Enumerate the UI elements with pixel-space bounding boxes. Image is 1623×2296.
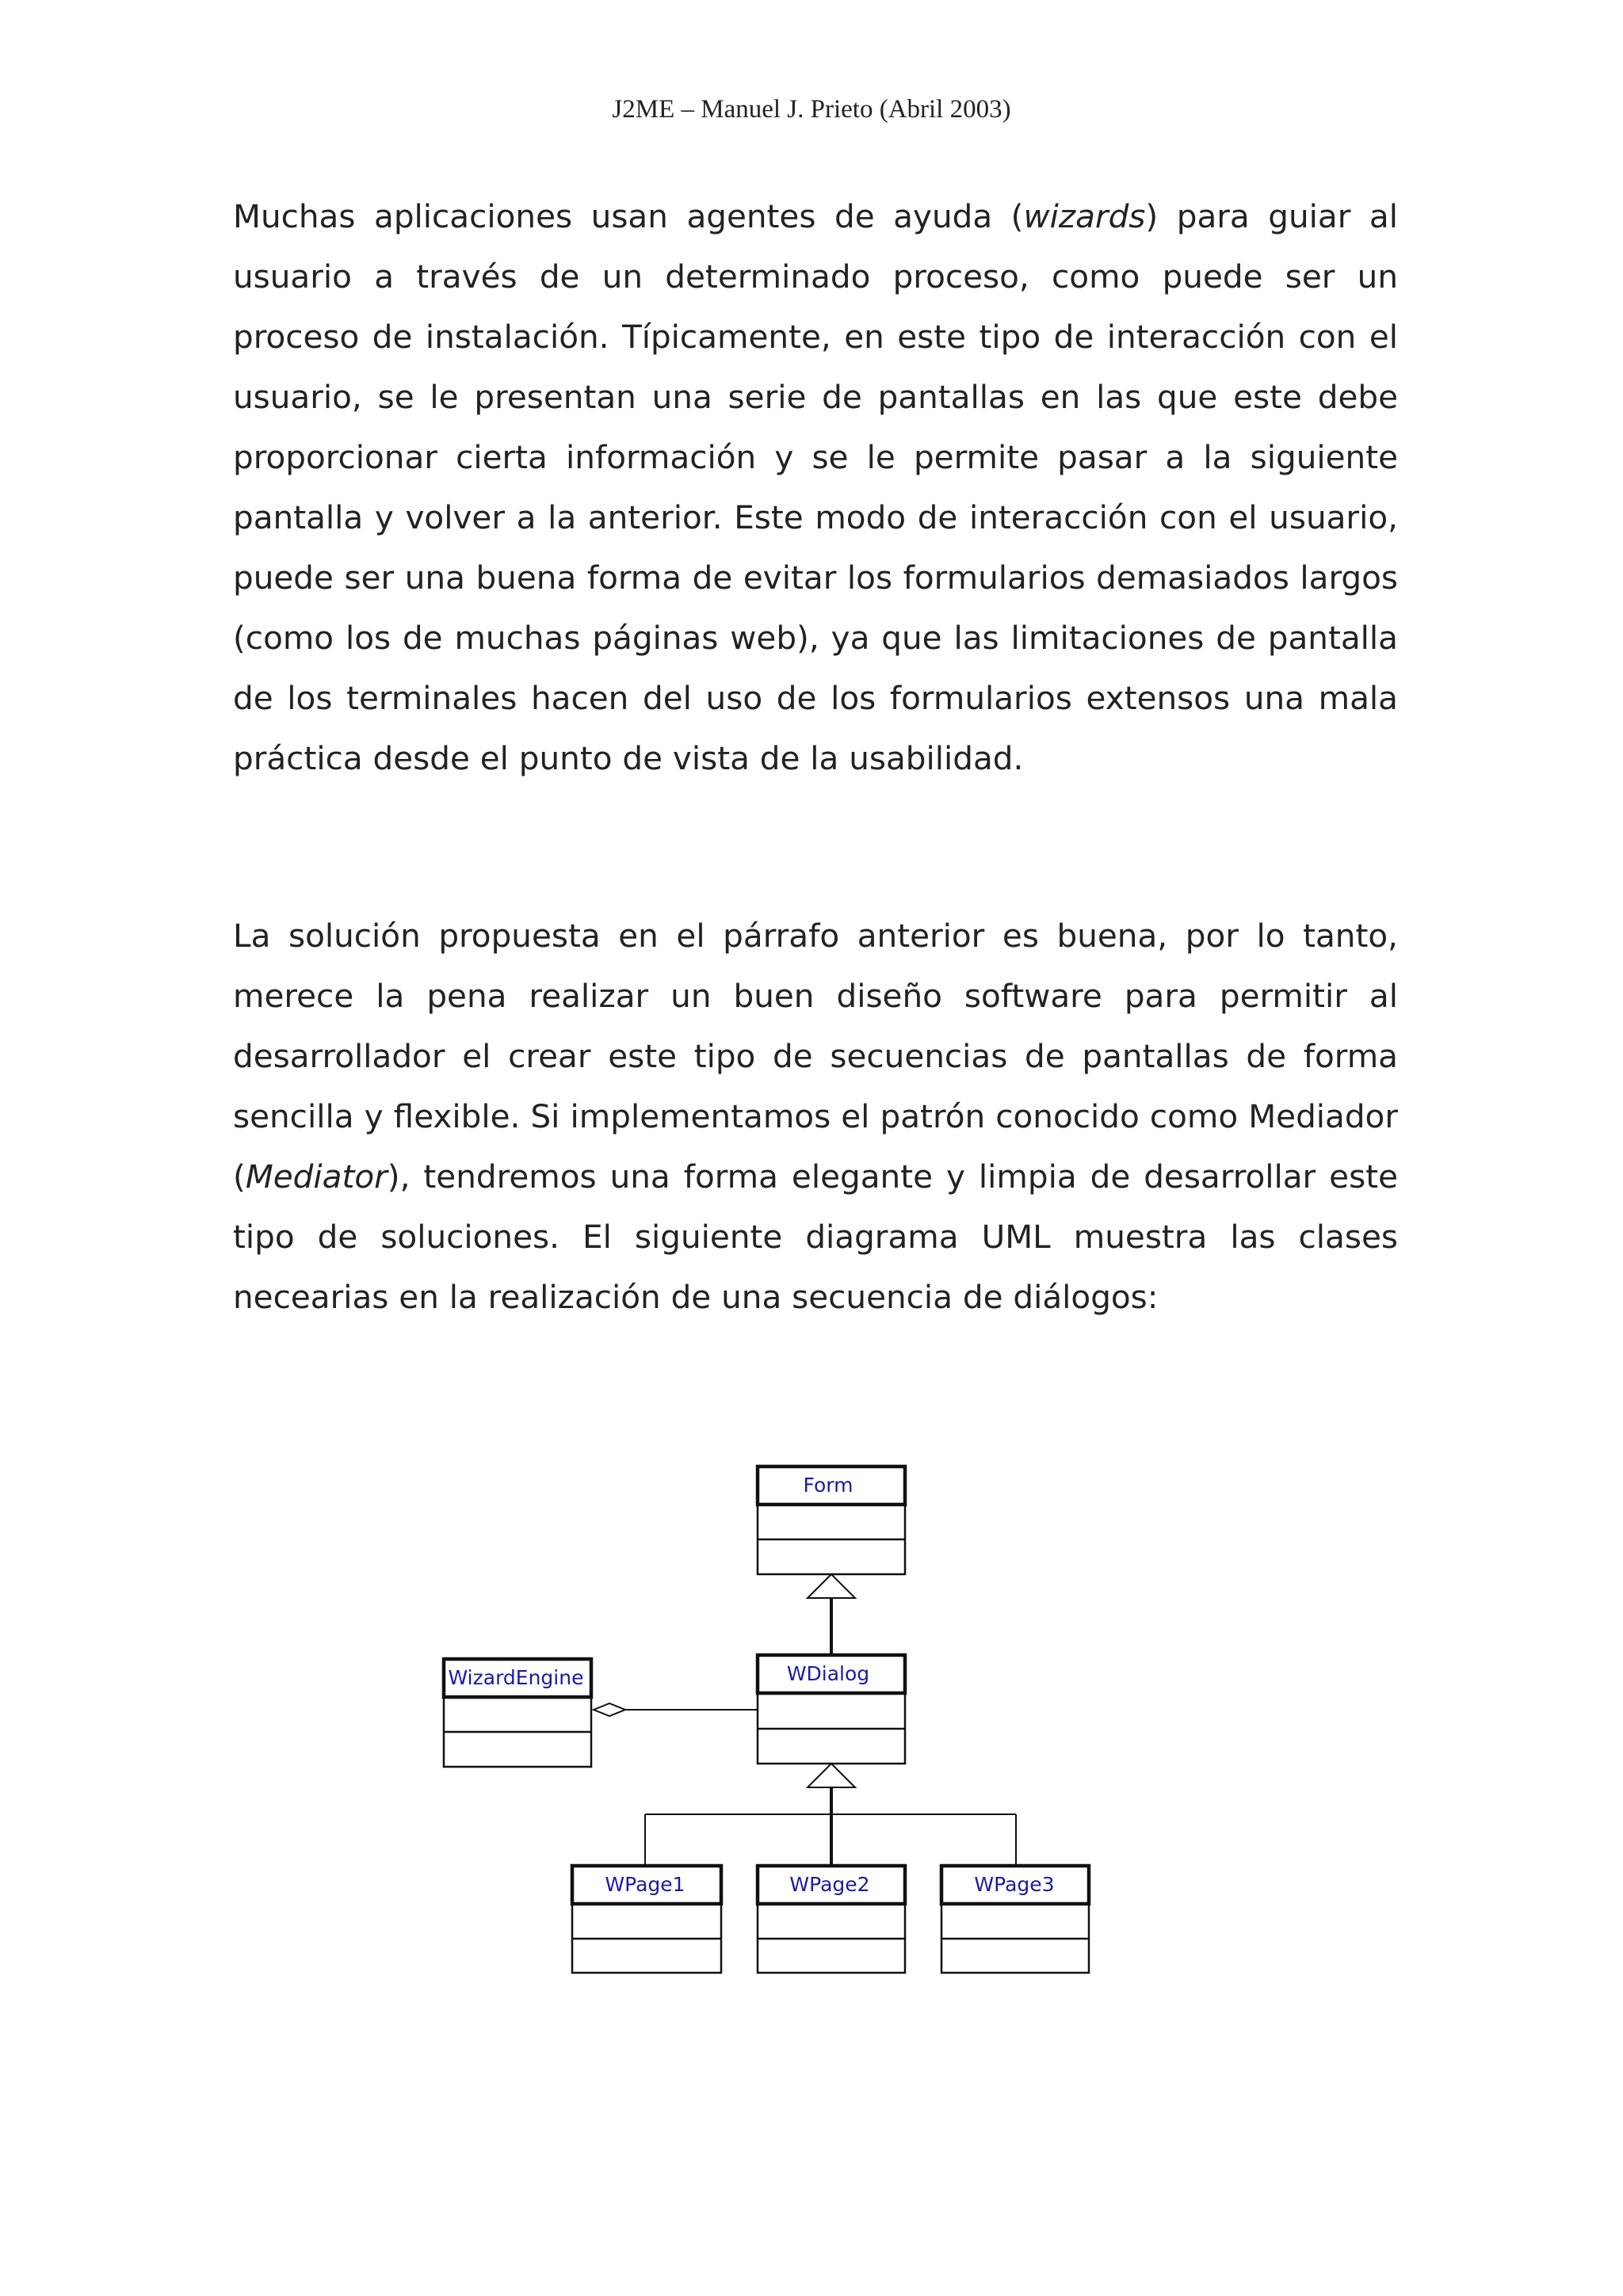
class-name-wpage2: WPage2 [789,1873,870,1896]
class-name-form: Form [803,1474,854,1497]
paragraph-2-italic: Mediator [245,1158,388,1196]
paragraph-1-text-a: Muchas aplicaciones usan agentes de ayuda ( [233,197,1024,235]
class-name-wpage1: WPage1 [605,1873,685,1896]
class-box-wdialog [758,1655,905,1764]
paragraph-2-text-b: ), tendremos una forma elegante y limpia de desarrollar este tipo de soluciones. El siguiente diagrama UML muestra las clases necearias en la realización de una secuencia de diálogos: [233,1158,1398,1316]
aggregation-wizardengine-wdialog [594,1703,758,1716]
class-box-wizard-engine [444,1659,591,1767]
generalization-wdialog-form [808,1574,855,1655]
paragraph-1-italic: wizards [1023,197,1146,235]
class-box-form [758,1466,905,1574]
class-name-wizard-engine: WizardEngine [448,1666,584,1689]
class-box-wpage2 [758,1866,905,1973]
paragraph-1-text-b: ) para guiar al usuario a través de un determinado proceso, como puede ser un proceso de instalación. Típicamente, en este tipo de interacción con el usuario, se le presentan una serie de pantallas en las que este debe proporcionar cierta información y se le permite pasar a la siguiente pantalla y volver a la anterior. Este modo de interacción con el usuario, puede ser una buena forma de evitar los formularios demasiados largos (como los de muchas páginas web), ya que las limitaciones de pantalla de los terminales hacen del uso de los formularios extensos una mala práctica desde el punto de vista de la usabilidad. [233,197,1398,777]
class-name-wdialog: WDialog [786,1662,870,1685]
class-box-wpage3 [941,1866,1089,1973]
class-box-wpage1 [572,1866,721,1973]
page-header: J2ME – Manuel J. Prieto (Abril 2003) [612,95,1011,124]
generalization-wpages-wdialog [645,1764,1016,1866]
class-name-wpage3: WPage3 [974,1873,1055,1896]
paragraph-2-text-a: La solución propuesta en el párrafo anterior es buena, por lo tanto, merece la pena realizar un buen diseño software para permitir al desarrollador el crear este tipo de secuencias de pantallas de forma sencilla y flexible. Si implementamos el patrón conocido como Mediador ( [233,917,1398,1196]
